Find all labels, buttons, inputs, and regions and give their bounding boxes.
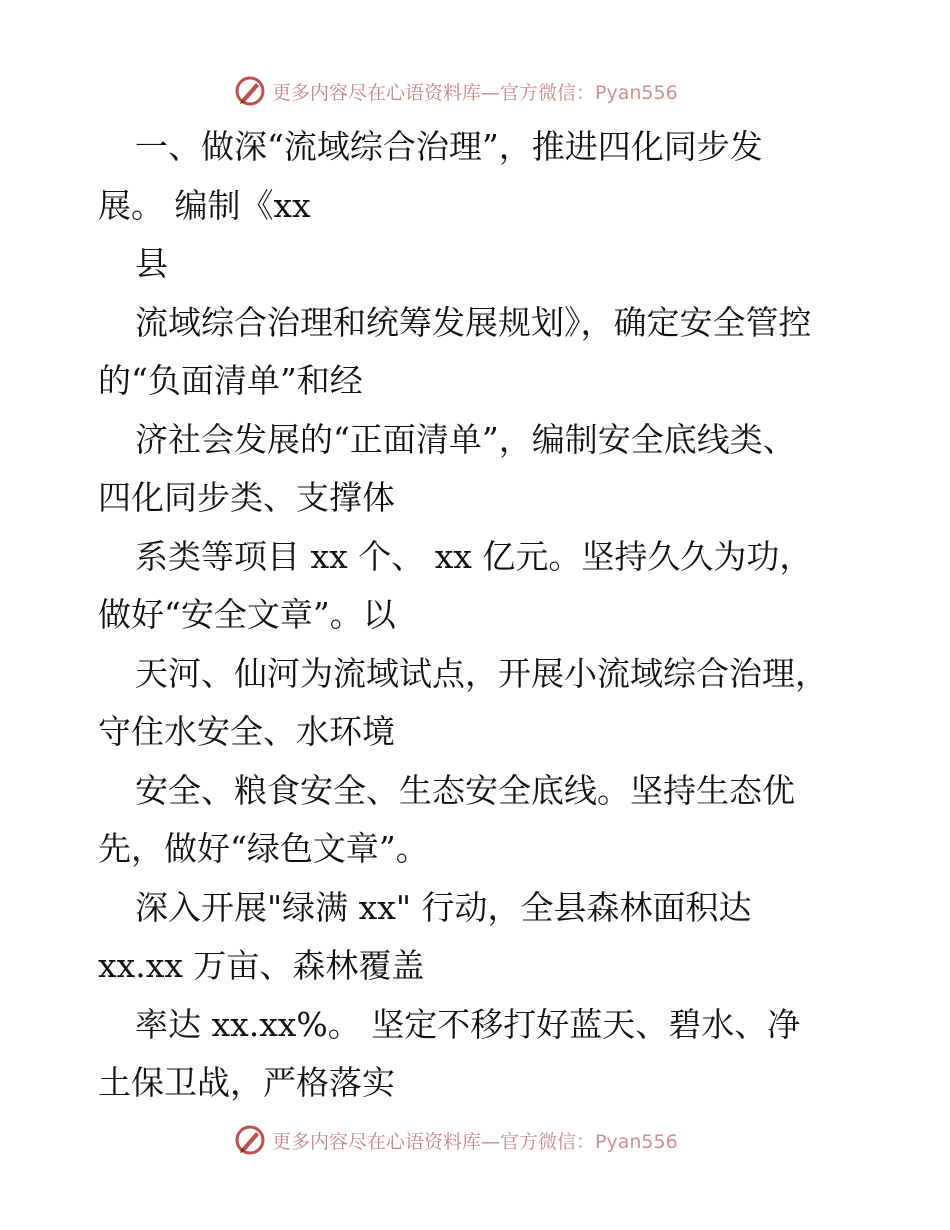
- doc-line: 济社会发展的“正面清单”，编制安全底线类、: [135, 420, 796, 459]
- watermark-text: 更多内容尽在心语资料库—官方微信：Pyan556: [272, 81, 678, 104]
- doc-line: 天河、仙河为流域试点，开展小流域综合治理，: [135, 654, 828, 693]
- watermark-text: 更多内容尽在心语资料库—官方微信：Pyan556: [272, 1130, 678, 1153]
- pen-logo-icon: [234, 1124, 266, 1156]
- doc-line: 一、做深“流域综合治理”，推进四化同步发: [135, 127, 763, 166]
- doc-line: 流域综合治理和统筹发展规划》，确定安全管控: [135, 303, 812, 342]
- doc-line: 安全、粮食安全、生态安全底线。坚持生态优: [135, 771, 795, 810]
- doc-line: 系类等项目 xx 个、 xx 亿元。坚持久久为功，: [135, 537, 813, 576]
- doc-line: 做好“安全文章”。以: [98, 595, 396, 634]
- doc-line: 四化同步类、支撑体: [98, 478, 395, 517]
- doc-line: 率达 xx.xx%。 坚定不移打好蓝天、碧水、净: [135, 1005, 801, 1044]
- doc-line: 的“负面清单”和经: [98, 361, 363, 400]
- doc-line: 土保卫战，严格落实: [98, 1063, 395, 1102]
- footer-watermark: [234, 1120, 678, 1160]
- doc-line: 展。 编制《xx: [98, 186, 311, 225]
- doc-line: 深入开展"绿满 xx" 行动，全县森林面积达: [135, 888, 752, 927]
- doc-line: 先，做好“绿色文章”。: [98, 829, 429, 868]
- doc-line: 县: [135, 244, 168, 283]
- doc-line: xx.xx 万亩、森林覆盖: [98, 946, 425, 985]
- doc-line: 守住水安全、水环境: [98, 712, 395, 751]
